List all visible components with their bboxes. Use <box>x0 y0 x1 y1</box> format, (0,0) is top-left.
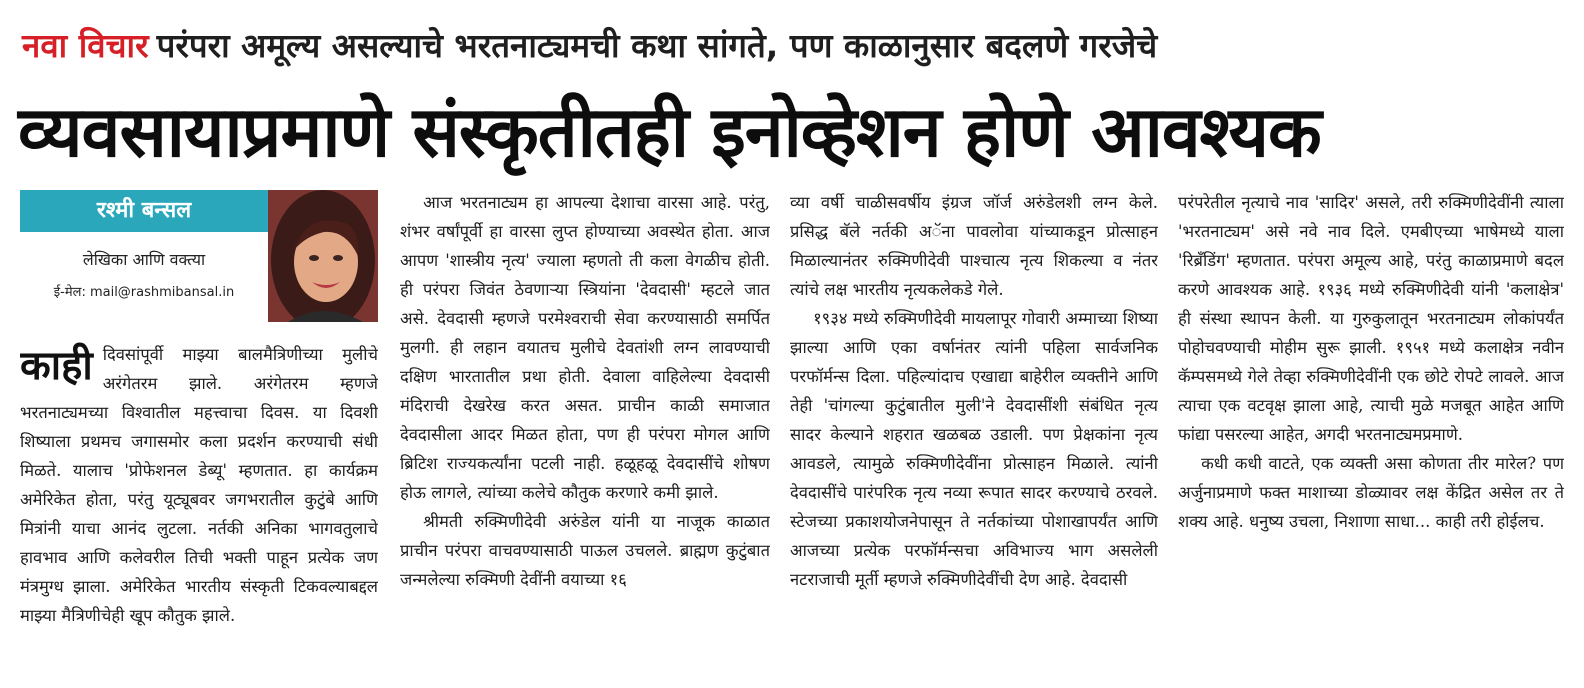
paragraph: कधी कधी वाटते, एक व्यक्ती असा कोणता तीर मारेल? पण अर्जुनाप्रमाणे फक्त माशाच्या डोळ्यावर लक्ष केंद्रित असेल तर ते शक्य आहे. धनुष्य उचला, निशाणा साधा... काही तरी होईलच. <box>1178 454 1564 531</box>
author-photo <box>268 190 378 322</box>
kicker-tag: नवा विचार <box>22 26 149 65</box>
paragraph-text: दिवसांपूर्वी माझ्या बालमैत्रिणीच्या मुलीचे अरंगेतरम झाले. अरंगेतरम म्हणजे भरतनाट्यमच्या विश्वातील महत्त्वाचा दिवस. या दिवशी शिष्याला प्रथमच जगासमोर कला प्रदर्शन करण्याची संधी मिळते. यालाच 'प्रोफेशनल डेब्यू' म्हणतात. हा कार्यक्रम अमेरिकेत होता, परंतु यूट्यूबवर जगभरातील कुटुंबे आणि मित्रांनी याचा आनंद लुटला. नर्तकी अनिका भागवतुलाचे हावभाव आणि कलेवरील तिची भक्ती पाहून प्रत्येक जण मंत्रमुग्ध झाला. अमेरिकेत भारतीय संस्कृती टिकवल्याबद्दल माझ्या मैत्रिणीचेही खूप कौतुक झाले. <box>20 345 378 625</box>
paragraph: परंपरेतील नृत्याचे नाव 'सादिर' असले, तरी रुक्मिणीदेवींनी त्याला 'भरतनाट्यम' असे नवे नाव दिले. एमबीएच्या भाषेमध्ये याला 'रिब्रँडिंग' म्हणतात. परंपरा अमूल्य आहे, परंतु काळाप्रमाणे बदल करणे आवश्यक आहे. १९३६ मध्ये रुक्मिणीदेवी यांनी 'कलाक्षेत्र' ही संस्था स्थापन केली. या गुरुकुलातून भरतनाट्यम लोकांपर्यंत पोहोचवण्याची मोहीम सुरू झाली. १९५१ मध्ये कलाक्षेत्र नवीन कॅम्पसमध्ये गेले तेव्हा रुक्मिणीदेवींनी एक छोटे रोपटे लावले. आज त्याचा एक वटवृक्ष झाला आहे, त्याची मुळे मजबूत आहेत आणि फांद्या पसरल्या आहेत, अगदी भरतनाट्यमप्रमाणे. <box>1178 193 1564 444</box>
drop-cap: काही <box>20 343 93 389</box>
author-name: रश्मी बन्सल <box>20 190 268 232</box>
article-column-1 <box>20 340 378 658</box>
headline: व्यवसायाप्रमाणे संस्कृतीतही इनोव्हेशन होणे आवश्यक <box>18 91 1321 173</box>
author-email: ई-मेल: mail@rashmibansal.in <box>53 285 235 300</box>
author-role: लेखिका आणि वक्त्या <box>82 250 206 269</box>
author-portrait-icon <box>268 190 378 322</box>
paragraph: व्या वर्षी चाळीसवर्षीय इंग्रज जॉर्ज अरुंडेलशी लग्न केले. प्रसिद्ध बॅले नर्तकी अॅना पावलोवा यांच्याकडून प्रोत्साहन मिळाल्यानंतर रुक्मिणीदेवी पाश्चात्य नृत्य शिकल्या व नंतर त्यांचे लक्ष भारतीय नृत्यकलेकडे गेले. <box>790 193 1158 299</box>
kicker <box>22 22 1562 70</box>
paragraph: १९३४ मध्ये रुक्मिणीदेवी मायलापूर गोवारी अम्माच्या शिष्या झाल्या आणि एका वर्षानंतर त्यांनी पहिला सार्वजनिक परफॉर्मन्स दिला. पहिल्यांदाच एखाद्या बाहेरील व्यक्तीने आणि तेही 'चांगल्या कुटुंबातील मुली'ने देवदासींशी संबंधित नृत्य सादर केल्याने शहरात खळबळ उडाली. पण प्रेक्षकांना नृत्य आवडले, त्यामुळे रुक्मिणीदेवींना प्रोत्साहन मिळाले. त्यांनी देवदासींचे पारंपरिक नृत्य नव्या रूपात सादर करण्याचे ठरवले. स्टेजच्या प्रकाशयोजनेपासून ते नर्तकांच्या पोशाखापर्यंत आणि आजच्या प्रत्येक परफॉर्मन्सचा अविभाज्य भाग असलेली नटराजाची मूर्ती म्हणजे रुक्मिणीदेवींची देण आहे. देवदासी <box>790 309 1158 589</box>
paragraph: श्रीमती रुक्मिणीदेवी अरुंडेल यांनी या नाजूक काळात प्राचीन परंपरा वाचवण्यासाठी पाऊल उचलले. ब्राह्मण कुटुंबात जन्मलेल्या रुक्मिणी देवींनी वयाच्या १६ <box>400 512 770 589</box>
article-column-4 <box>1178 188 1564 658</box>
paragraph <box>20 340 378 630</box>
article-column-2 <box>400 188 770 658</box>
article-column-3 <box>790 188 1158 658</box>
kicker-text: परंपरा अमूल्य असल्याचे भरतनाट्यमची कथा सांगते, पण काळानुसार बदलणे गरजेचे <box>156 26 1158 65</box>
author-byline-box <box>20 190 378 322</box>
paragraph: आज भरतनाट्यम हा आपल्या देशाचा वारसा आहे. परंतु, शंभर वर्षांपूर्वी हा वारसा लुप्त होण्याच्या अवस्थेत होता. आज आपण 'शास्त्रीय नृत्य' ज्याला म्हणतो ती कला वेगळीच होती. ही परंपरा जिवंत ठेवणाऱ्या स्त्रियांना 'देवदासी' म्हटले जात असे. देवदासी म्हणजे परमेश्वराची सेवा करण्यासाठी समर्पित मुलगी. ही लहान वयातच मुलीचे देवतांशी लग्न लावण्याची दक्षिण भारतातील प्रथा होती. देवाला वाहिलेल्या देवदासी मंदिराची देखरेख करत असत. प्राचीन काळी समाजात देवदासीला आदर मिळत होता, पण ही परंपरा मोगल आणि ब्रिटिश राज्यकर्त्यांना पटली नाही. हळूहळू देवदासींचे शोषण होऊ लागले, त्यांच्या कलेचे कौतुक करणारे कमी झाले. <box>400 193 770 502</box>
